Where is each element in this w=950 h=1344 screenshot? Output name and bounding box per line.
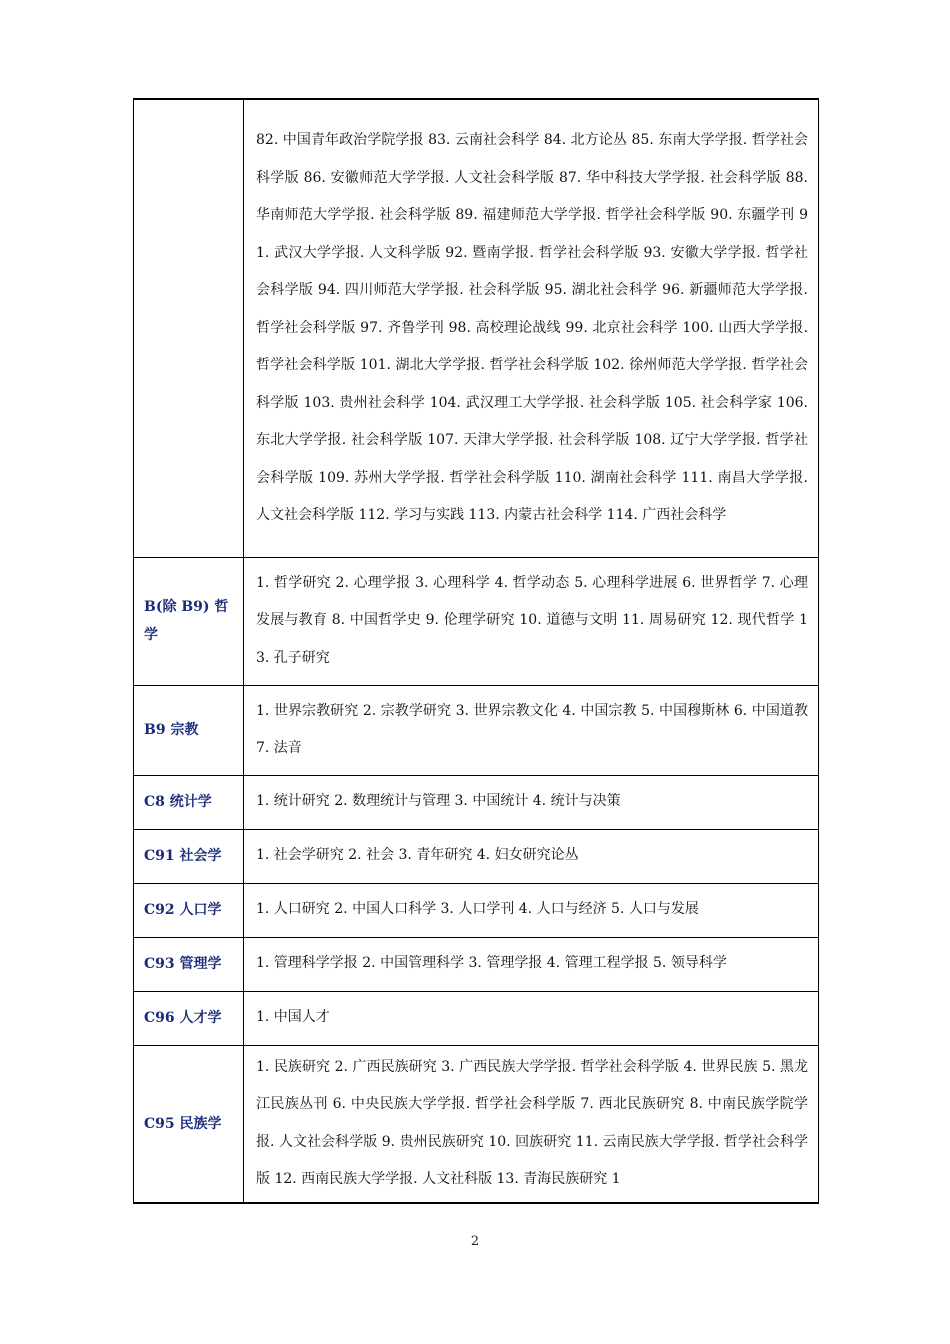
page-number: 2 [470,1234,480,1249]
category-cell: C96 人才学 [134,991,244,1045]
table-row [134,99,819,557]
category-cell: B(除 B9) 哲学 [134,557,244,685]
category-cell: B9 宗教 [134,685,244,775]
table-row [134,685,819,775]
journal-list-cell: 1. 社会学研究 2. 社会 3. 青年研究 4. 妇女研究论丛 [244,829,819,883]
table-row [134,883,819,937]
table-row [134,775,819,829]
category-cell [134,99,244,557]
journal-list-cell: 1. 中国人才 [244,991,819,1045]
table-row [134,557,819,685]
category-cell: C8 统计学 [134,775,244,829]
journal-list-cell: 1. 民族研究 2. 广西民族研究 3. 广西民族大学学报. 哲学社会科学版 4. 世界民族 5. 黑龙江民族丛刊 6. 中央民族大学学报. 哲学社会科学版 7. 西北民族研究 8. 中南民族学院学报. 人文社会科学版 9. 贵州民族研究 10. 回族研究 11. 云南民族大学学报. 哲学社会科学版 12. 西南民族大学学报. 人文社科版 13. 青海民族研究 1 [244,1045,819,1203]
table-row [134,991,819,1045]
table-row [134,829,819,883]
category-cell: C95 民族学 [134,1045,244,1203]
category-cell: C92 人口学 [134,883,244,937]
journal-list-cell: 1. 人口研究 2. 中国人口科学 3. 人口学刊 4. 人口与经济 5. 人口与发展 [244,883,819,937]
table-row [134,937,819,991]
journal-list-cell: 82. 中国青年政治学院学报 83. 云南社会科学 84. 北方论丛 85. 东南大学学报. 哲学社会科学版 86. 安徽师范大学学报. 人文社会科学版 87. 华中科技大学学报. 社会科学版 88. 华南师范大学学报. 社会科学版 89. 福建师范大学学报. 哲学社会科学版 90. 东疆学刊 91. 武汉大学学报. 人文科学版 92. 暨南学报. 哲学社会科学版 93. 安徽大学学报. 哲学社会科学版 94. 四川师范大学学报. 社会科学版 95. 湖北社会科学 96. 新疆师范大学学报. 哲学社会科学版 97. 齐鲁学刊 98. 高校理论战线 99. 北京社会科学 100. 山西大学学报. 哲学社会科学版 101. 湖北大学学报. 哲学社会科学版 102. 徐州师范大学学报. 哲学社会科学版 103. 贵州社会科学 104. 武汉理工大学学报. 社会科学版 105. 社会科学家 106. 东北大学学报. 社会科学版 107. 天津大学学报. 社会科学版 108. 辽宁大学学报. 哲学社会科学版 109. 苏州大学学报. 哲学社会科学版 110. 湖南社会科学 111. 南昌大学学报. 人文社会科学版 112. 学习与实践 113. 内蒙古社会科学 114. 广西社会科学 [244,99,819,557]
journal-list-cell: 1. 管理科学学报 2. 中国管理科学 3. 管理学报 4. 管理工程学报 5. 领导科学 [244,937,819,991]
table-row [134,1045,819,1203]
journal-category-table [133,98,819,1204]
journal-list-cell: 1. 哲学研究 2. 心理学报 3. 心理科学 4. 哲学动态 5. 心理科学进展 6. 世界哲学 7. 心理发展与教育 8. 中国哲学史 9. 伦理学研究 10. 道德与文明 11. 周易研究 12. 现代哲学 13. 孔子研究 [244,557,819,685]
category-cell: C93 管理学 [134,937,244,991]
journal-list-cell: 1. 统计研究 2. 数理统计与管理 3. 中国统计 4. 统计与决策 [244,775,819,829]
journal-list-cell: 1. 世界宗教研究 2. 宗教学研究 3. 世界宗教文化 4. 中国宗教 5. 中国穆斯林 6. 中国道教 7. 法音 [244,685,819,775]
category-cell: C91 社会学 [134,829,244,883]
